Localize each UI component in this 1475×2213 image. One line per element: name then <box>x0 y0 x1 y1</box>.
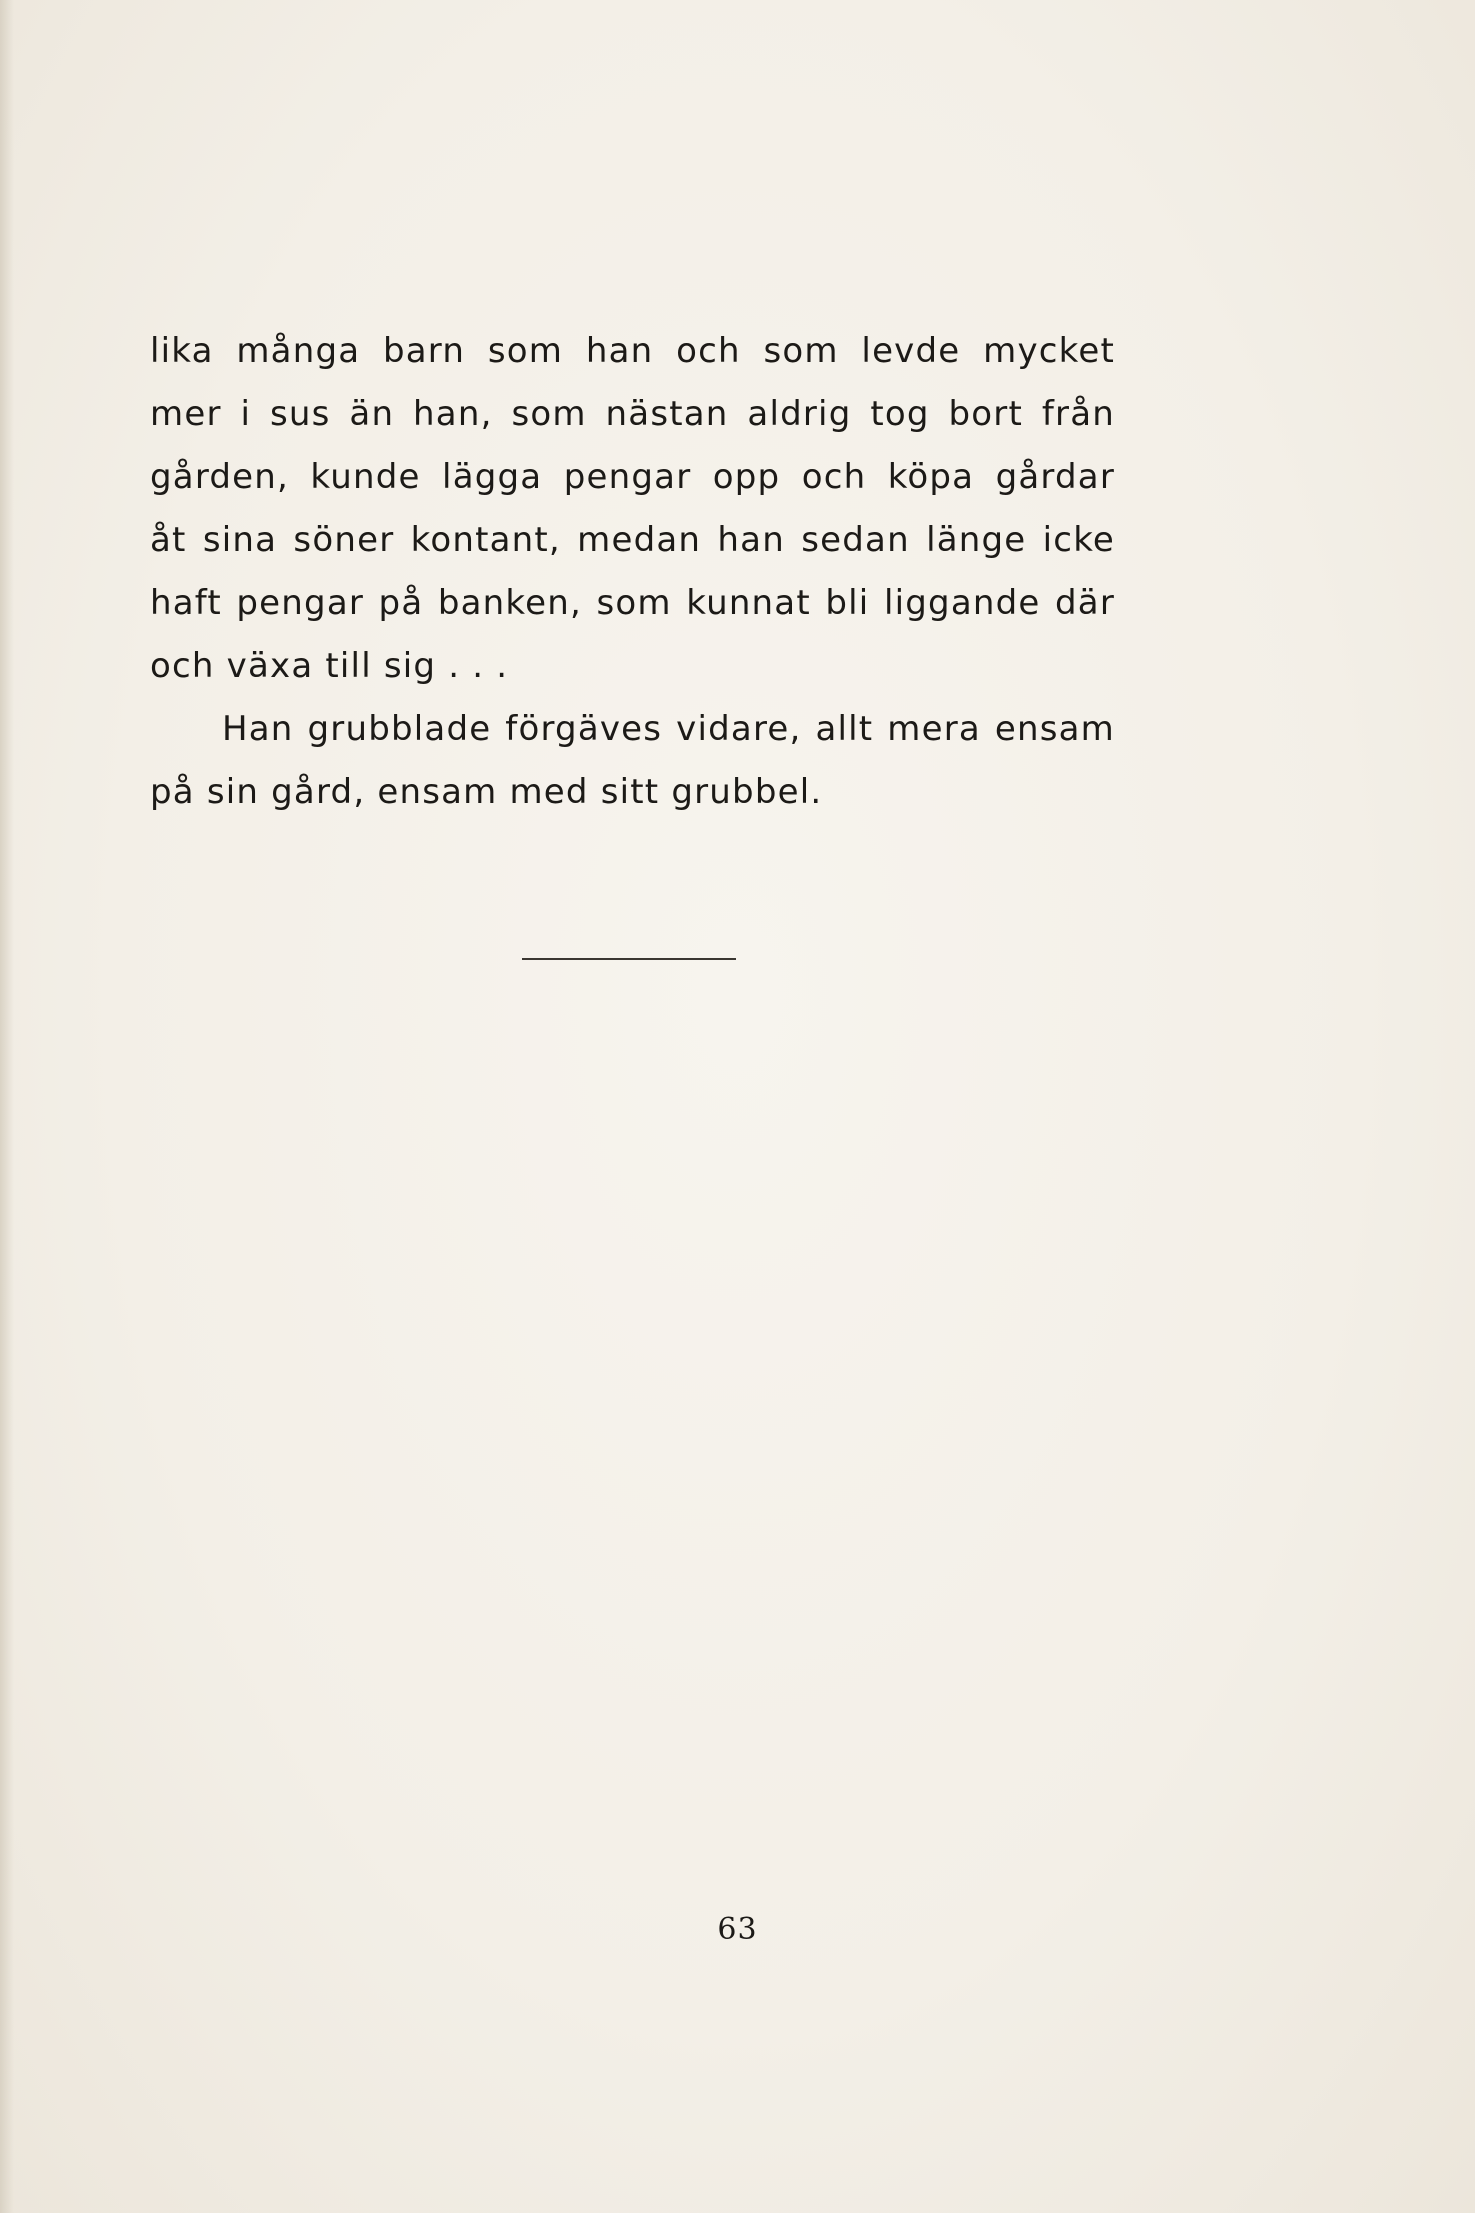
page-number: 63 <box>717 1912 758 1947</box>
text-line: lika många barn som han och som levde mycket <box>150 331 1115 371</box>
page-edge-shadow <box>0 0 14 2213</box>
body-text <box>150 320 1115 824</box>
text-line: och växa till sig . . . <box>150 646 509 686</box>
section-divider <box>522 958 736 960</box>
text-line: mer i sus än han, som nästan aldrig tog bort från <box>150 394 1115 434</box>
text-line: Han grubblade förgäves vidare, allt mera ensam <box>222 709 1115 749</box>
text-line: åt sina söner kontant, medan han sedan länge icke <box>150 520 1115 560</box>
text-line: haft pengar på banken, som kunnat bli liggande där <box>150 583 1115 623</box>
text-line: på sin gård, ensam med sitt grubbel. <box>150 772 823 812</box>
text-line: gården, kunde lägga pengar opp och köpa gårdar <box>150 457 1115 497</box>
